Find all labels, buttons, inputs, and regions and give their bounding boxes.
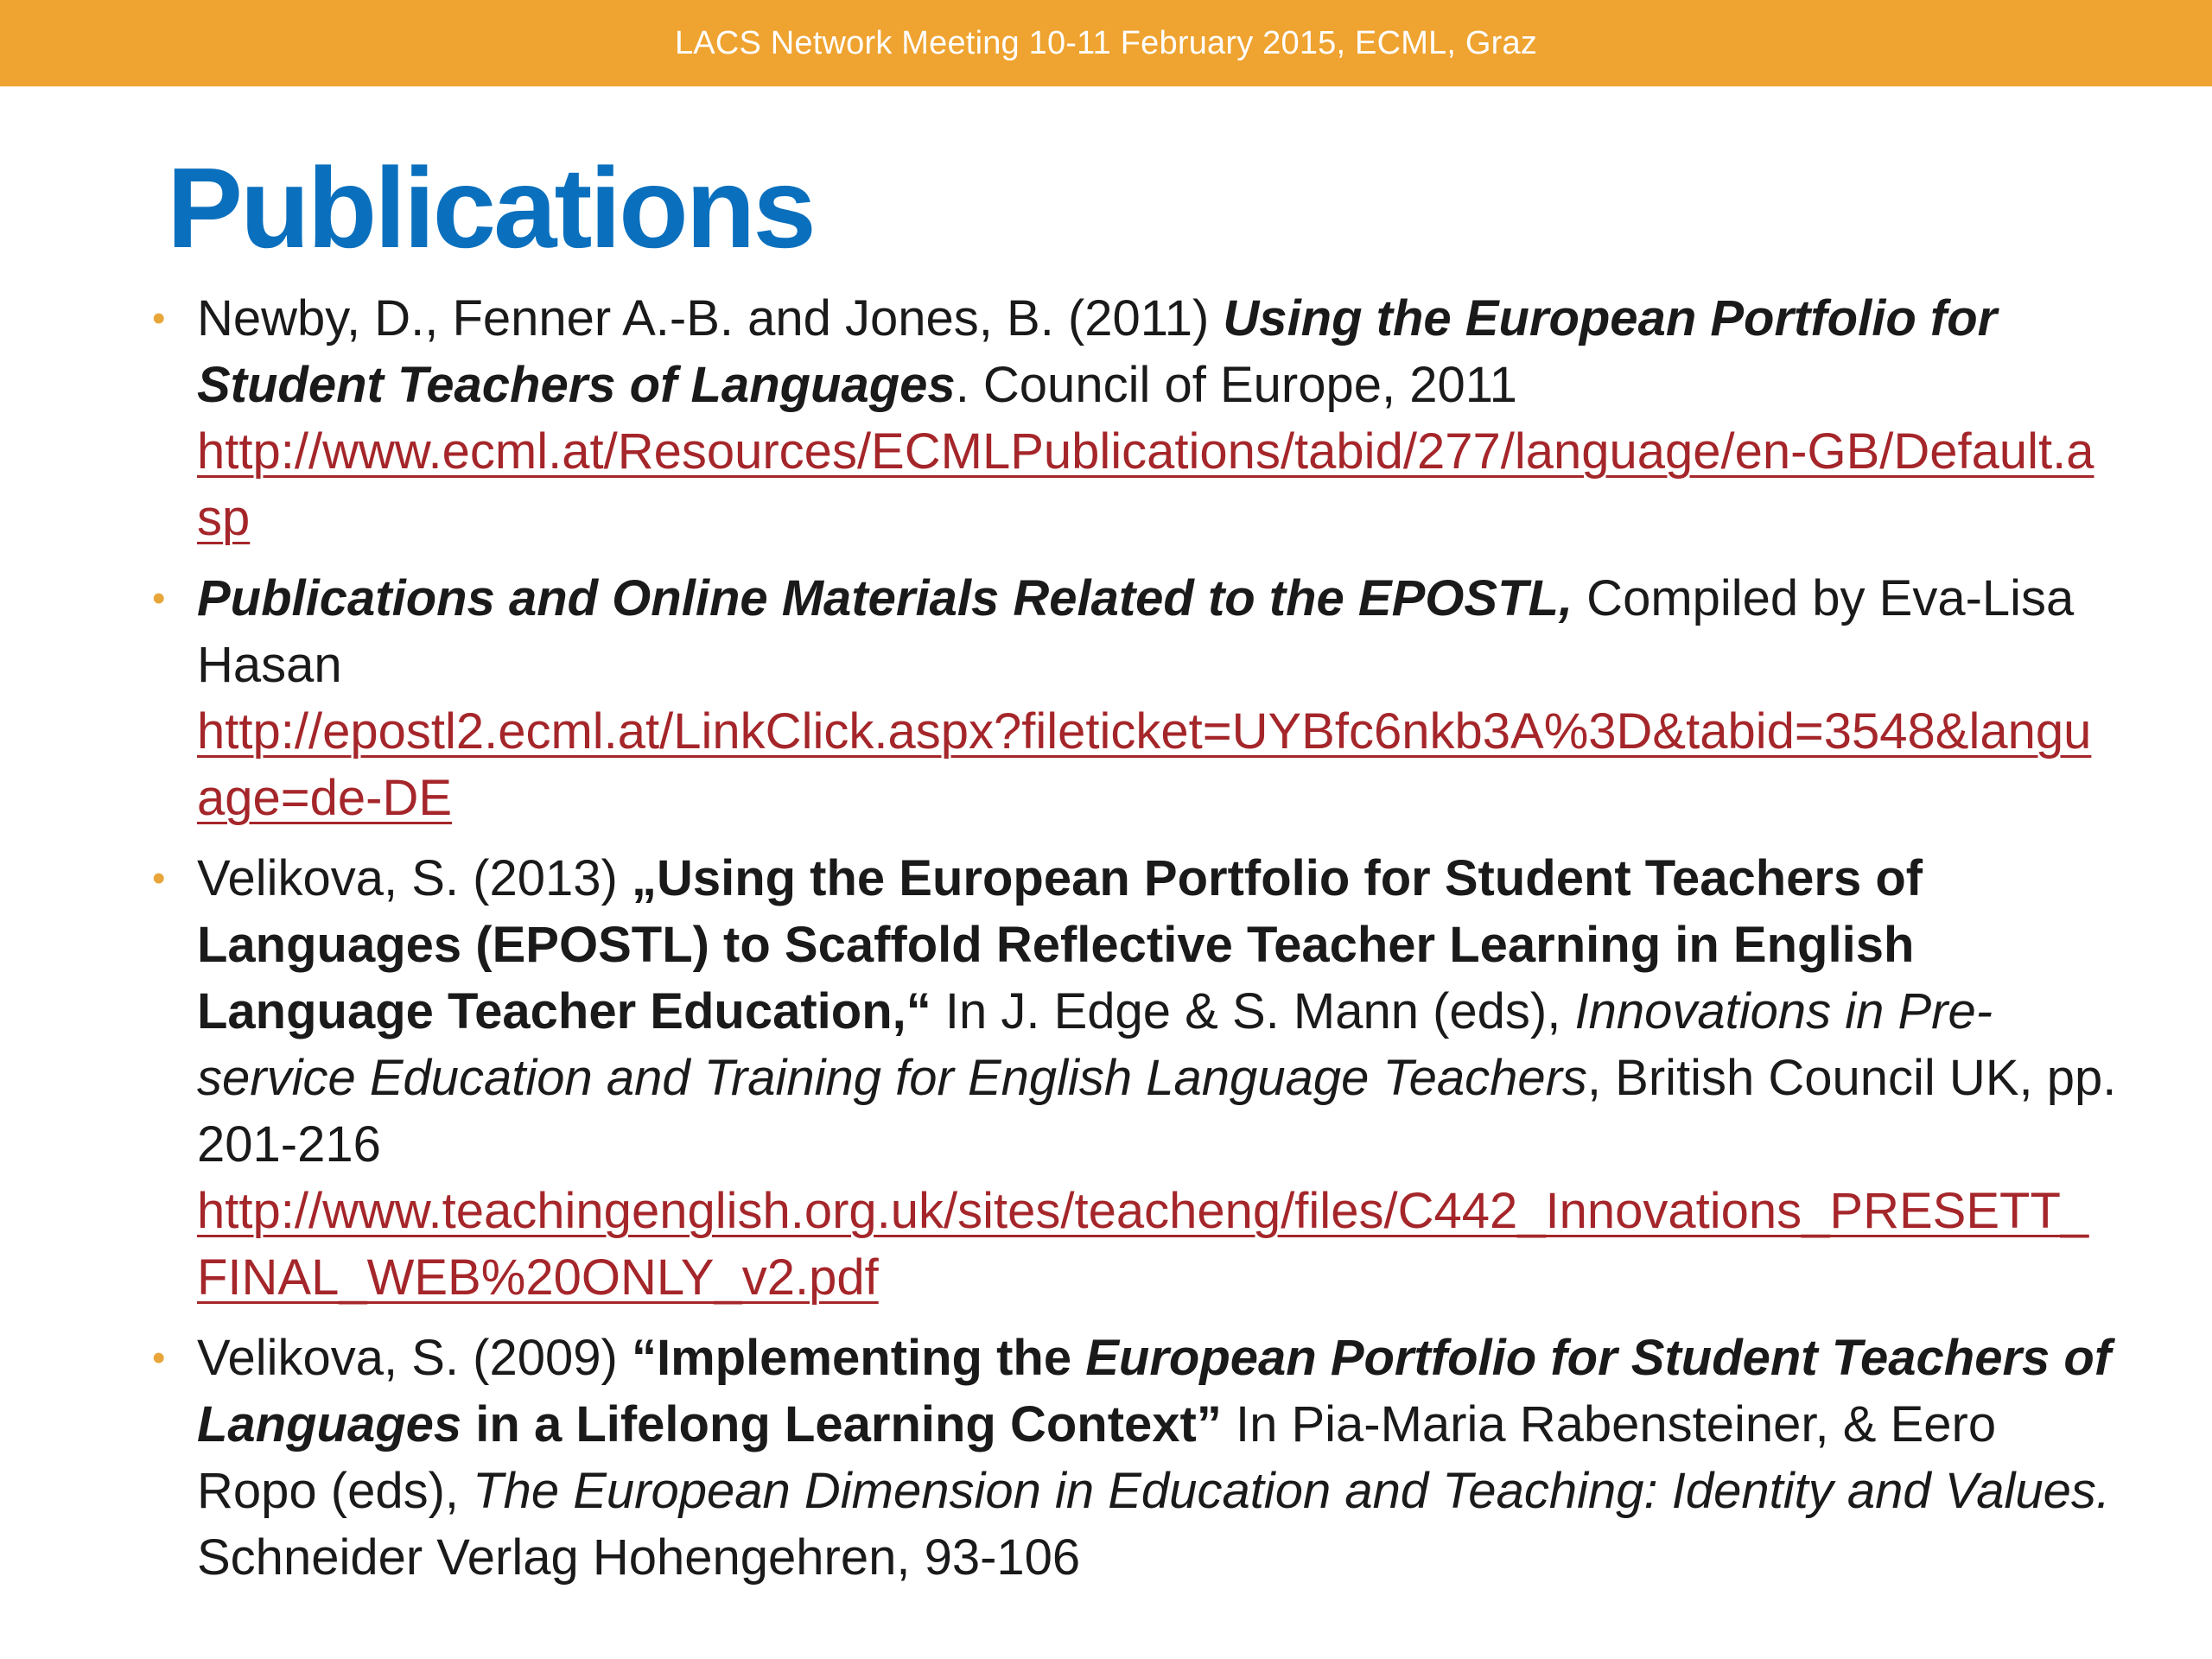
pub-title-italic: European Portfolio for Student Teachers of Languages (197, 1330, 2112, 1452)
pub-link[interactable]: http://www.ecml.at/Resources/ECMLPublications/tabid/277/language/en-GB/Default.asp (197, 423, 2094, 546)
pub-in: In J. Edge & S. Mann (eds), (931, 983, 1575, 1039)
pub-authors: Velikova, S. (2009) (197, 1330, 632, 1386)
pub-details: Compiled by Eva-Lisa Hasan (197, 570, 2075, 693)
pub-title: „Using the European Portfolio for Student Teachers of Languages (EPOSTL) to Scaffold Reflective Teacher Learning in English Language Teacher Education,“ (197, 850, 1923, 1039)
pub-link[interactable]: http://epostl2.ecml.at/LinkClick.aspx?fileticket=UYBfc6nkb3A%3D&tabid=3548&language=de-DE (197, 703, 2092, 826)
pub-details: . Council of Europe, 2011 (955, 357, 1517, 413)
pub-title: Publications and Online Materials Related to the EPOSTL, (197, 570, 1573, 626)
pub-title-post: in a Lifelong Learning Context” (461, 1396, 1222, 1452)
pub-link[interactable]: http://www.teachingenglish.org.uk/sites/teacheng/files/C442_Innovations_PRESETT_FINAL_WEB%20ONLY_v2.pdf (197, 1183, 2089, 1306)
publication-item-3 (130, 845, 2117, 1311)
bullet-icon: • (152, 297, 166, 340)
pub-in: In Pia-Maria Rabensteiner, & Eero Ropo (eds), (197, 1396, 1997, 1519)
pub-details: , British Council UK, pp. 201-216 (197, 1050, 2117, 1173)
bullet-icon: • (152, 1337, 166, 1379)
header-bar (0, 0, 2212, 86)
publication-item-1 (130, 285, 2117, 551)
pub-book: The European Dimension in Education and Teaching: Identity and Values. (473, 1463, 2111, 1519)
header-text: LACS Network Meeting 10-11 February 2015, ECML, Graz (674, 24, 1538, 61)
bullet-icon: • (152, 577, 166, 620)
pub-title-pre: “Implementing the (631, 1330, 1086, 1386)
pub-authors: Velikova, S. (2013) (197, 850, 632, 906)
pub-book: Innovations in Pre-service Education and Training for English Language Teachers (197, 983, 1993, 1106)
bullet-icon: • (152, 857, 166, 899)
slide-title: Publications (167, 144, 814, 271)
publication-item-4 (130, 1325, 2117, 1591)
pub-title: Using the European Portfolio for Student Teachers of Languages (197, 290, 1998, 413)
pub-authors: Newby, D., Fenner A.-B. and Jones, B. (2011) (197, 290, 1224, 346)
pub-details: Schneider Verlag Hohengehren, 93-106 (197, 1529, 1081, 1586)
publication-list (130, 285, 2117, 1605)
publication-item-2 (130, 565, 2117, 831)
